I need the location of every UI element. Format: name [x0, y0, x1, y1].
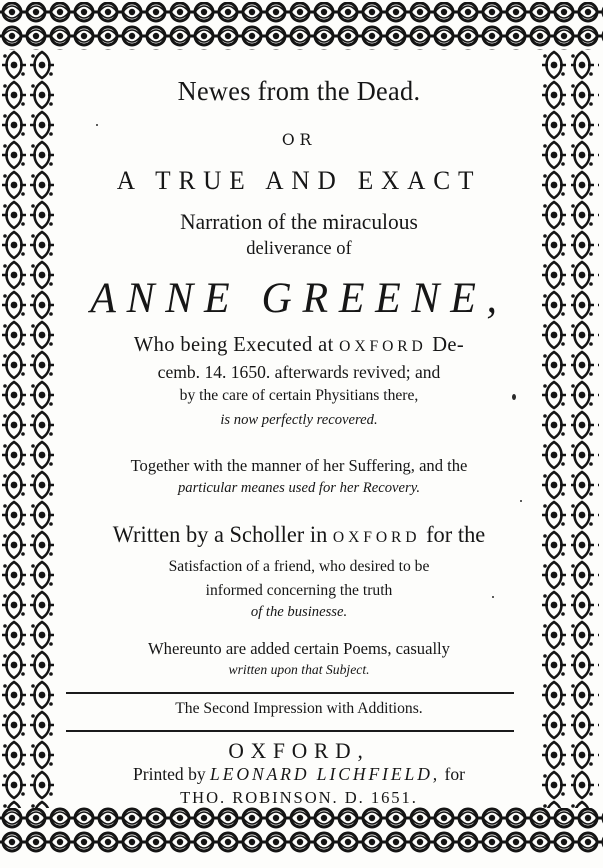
floral-knot-ornament-icon [0, 0, 603, 52]
divider-rule-top [66, 692, 514, 694]
floral-knot-ornament-icon [0, 50, 58, 808]
or-line: OR [281, 130, 317, 149]
informed-line: informed concerning the truth [205, 582, 393, 599]
author-city: OXFORD [332, 529, 421, 546]
page-title: Newes from the Dead. [177, 76, 421, 106]
ornamental-border-top [0, 0, 603, 52]
ornamental-border-left [0, 50, 58, 808]
subject-name: ANNE GREENE, [90, 275, 508, 322]
satisfaction-line: Satisfaction of a friend, who desired to be [168, 558, 430, 575]
recovered-line: is now perfectly recovered. [220, 412, 378, 428]
subtitle-true-and-exact: A TRUE AND EXACT [116, 166, 482, 195]
particular-line: particular meanes used for her Recovery. [177, 480, 421, 496]
ink-speck [520, 500, 522, 502]
author-line [64, 522, 534, 548]
printer-text-end: for [440, 764, 465, 784]
subtitle-deliverance: deliverance of [246, 238, 352, 259]
subject-line: written upon that Subject. [228, 663, 370, 678]
executed-line [64, 332, 534, 357]
businesse-line: of the businesse. [250, 604, 348, 620]
ornamental-border-bottom [0, 806, 603, 856]
author-text-end: for the [420, 522, 486, 547]
printer-name: LEONARD LICHFIELD, [210, 764, 441, 784]
printer-line [64, 764, 534, 785]
title-text-block [58, 52, 540, 806]
together-line: Together with the manner of her Suffering, and the [130, 456, 468, 475]
executed-text-end: De- [426, 332, 465, 356]
edition-line: The Second Impression with Additions. [175, 700, 423, 717]
executed-city: OXFORD [339, 338, 427, 355]
printer-text: Printed by [132, 764, 211, 784]
ink-speck [96, 124, 98, 126]
ornamental-border-right [540, 50, 603, 808]
ink-speck [512, 394, 516, 400]
floral-knot-ornament-icon [0, 806, 603, 856]
poems-line: Whereunto are added certain Poems, casually [148, 639, 450, 658]
ink-speck [492, 596, 494, 598]
divider-rule-bottom [66, 730, 514, 732]
floral-knot-ornament-icon [540, 50, 603, 808]
author-text: Written by a Scholler in [112, 522, 333, 547]
imprint-city: OXFORD, [228, 738, 370, 763]
physitians-line: by the care of certain Physitians there, [179, 387, 419, 404]
date-revived-line: cemb. 14. 1650. afterwards revived; and [157, 362, 441, 382]
executed-text: Who being Executed at [133, 332, 340, 356]
subtitle-narration: Narration of the miraculous [180, 209, 418, 234]
bookseller-line: THO. ROBINSON. D. 1651. [180, 788, 418, 807]
